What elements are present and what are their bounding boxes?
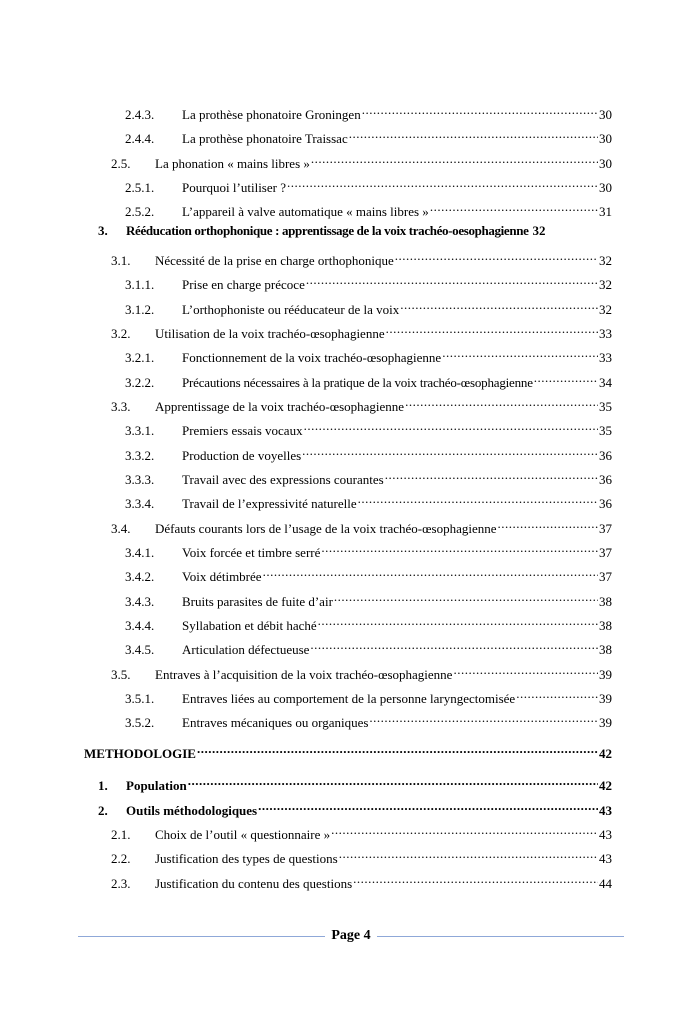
toc-entry-number: 3.	[98, 223, 108, 238]
toc-entry-page: 42	[599, 746, 612, 761]
toc-entry	[98, 797, 612, 818]
toc-leader-dots	[306, 271, 598, 289]
toc-leader-dots	[362, 101, 598, 119]
toc-entry	[125, 612, 612, 633]
toc-entry-title: Bruits parasites de fuite d’air	[182, 594, 333, 609]
toc-entry	[125, 466, 612, 487]
toc-entry-page: 38	[599, 618, 612, 633]
toc-entry	[98, 772, 612, 793]
toc-entry-number: 3.4.	[111, 521, 131, 536]
toc-leader-dots	[386, 320, 598, 338]
toc-entry-page: 37	[599, 545, 612, 560]
toc-entry	[111, 393, 612, 414]
toc-leader-dots	[258, 797, 598, 815]
toc-leader-dots	[395, 247, 598, 265]
page-footer	[78, 926, 624, 946]
toc-entry-page: 36	[599, 496, 612, 511]
toc-entry-title: Entraves mécaniques ou organiques	[182, 715, 369, 730]
toc-entry-number: 2.2.	[111, 851, 131, 866]
toc-entry-number: 3.3.	[111, 399, 131, 414]
toc-entry-title: La phonation « mains libres »	[155, 156, 310, 171]
toc-entry-page: 44	[599, 876, 612, 891]
toc-entry	[111, 320, 612, 341]
toc-entry-title: Justification du contenu des questions	[155, 876, 353, 891]
toc-leader-dots	[498, 515, 599, 533]
toc-entry-number: 3.2.	[111, 326, 131, 341]
toc-entry-number: 3.4.4.	[125, 618, 155, 633]
toc-entry-page: 33	[599, 326, 612, 341]
toc-leader-dots	[353, 870, 598, 888]
toc-entry-title: Articulation défectueuse	[182, 642, 310, 657]
toc-leader-dots	[311, 150, 598, 168]
footer-rule-left	[78, 936, 325, 937]
toc-entry	[111, 247, 612, 268]
toc-entry	[125, 271, 612, 292]
toc-entry	[125, 588, 612, 609]
toc-entry-title: Travail de l’expressivité naturelle	[182, 496, 357, 511]
toc-entry-title: Pourquoi l’utiliser ?	[182, 180, 286, 195]
toc-entry-title: Travail avec des expressions courantes	[182, 472, 384, 487]
toc-entry-number: 2.5.	[111, 156, 131, 171]
toc-entry	[111, 845, 612, 866]
toc-entry-page: 30	[599, 107, 612, 122]
toc-entry-page: 37	[599, 521, 612, 536]
toc-entry-title: METHODOLOGIE	[84, 746, 196, 761]
toc-entry-number: 3.1.1.	[125, 277, 155, 292]
toc-entry-page: 42	[599, 778, 612, 793]
toc-leader-dots	[318, 612, 598, 630]
toc-leader-dots	[385, 466, 598, 484]
toc-entry-page: 39	[599, 691, 612, 706]
toc-entry-number: 3.1.	[111, 253, 131, 268]
toc-leader-dots	[430, 198, 598, 216]
toc-entry-number: 3.2.1.	[125, 350, 155, 365]
toc-leader-dots	[287, 174, 598, 192]
toc-entry	[125, 685, 612, 706]
toc-entry-page: 30	[599, 180, 612, 195]
toc-entry-page: 38	[599, 594, 612, 609]
toc-leader-dots	[516, 685, 598, 703]
toc-leader-dots	[349, 125, 598, 143]
toc-entry	[111, 870, 612, 891]
toc-entry-number: 3.2.2.	[125, 375, 155, 390]
toc-entry	[125, 125, 612, 146]
toc-entry-number: 3.4.5.	[125, 642, 155, 657]
toc-entry-title: Voix détimbrée	[182, 569, 262, 584]
toc-entry	[84, 740, 612, 761]
toc-entry-title: Premiers essais vocaux	[182, 423, 303, 438]
toc-entry	[125, 198, 612, 219]
toc-entry-title: Justification des types de questions	[155, 851, 338, 866]
toc-entry-title: Choix de l’outil « questionnaire »	[155, 827, 331, 842]
toc-entry	[125, 490, 612, 511]
toc-entry-title: Apprentissage de la voix trachéo-œsophagienne	[155, 399, 405, 414]
toc-entry-title: La prothèse phonatoire Traissac	[182, 131, 348, 146]
toc-entry-title: Entraves à l’acquisition de la voix trachéo-œsophagienne	[155, 667, 453, 682]
toc-entry-number: 3.3.4.	[125, 496, 155, 511]
toc-leader-dots	[369, 709, 598, 727]
toc-entry-page: 39	[599, 667, 612, 682]
toc-entry	[125, 174, 612, 195]
toc-entry	[125, 636, 612, 657]
toc-entry-title: L’appareil à valve automatique « mains libres »	[182, 204, 429, 219]
toc-leader-dots	[534, 369, 598, 387]
toc-entry	[125, 709, 612, 730]
toc-entry	[125, 417, 612, 438]
toc-entry-title: Fonctionnement de la voix trachéo-œsophagienne	[182, 350, 442, 365]
toc-entry	[125, 442, 612, 463]
toc-entry-page: 43	[599, 851, 612, 866]
toc-entry-number: 2.3.	[111, 876, 131, 891]
toc-entry-number: 3.4.2.	[125, 569, 155, 584]
toc-entry-page: 35	[599, 399, 612, 414]
toc-entry-page: 38	[599, 642, 612, 657]
toc-entry-number: 2.5.1.	[125, 180, 155, 195]
toc-entry-number: 3.4.1.	[125, 545, 155, 560]
toc-entry-number: 3.3.1.	[125, 423, 155, 438]
toc-entry	[125, 344, 612, 365]
toc-entry-title: Précautions nécessaires à la pratique de la voix trachéo-œsophagienne	[182, 375, 533, 390]
toc-entry	[111, 150, 612, 171]
toc-leader-dots	[405, 393, 598, 411]
toc-leader-dots	[334, 588, 598, 606]
toc-leader-dots	[400, 296, 598, 314]
toc-entry-page: 32	[599, 277, 612, 292]
toc-entry	[98, 222, 612, 240]
toc-entry	[111, 821, 612, 842]
toc-entry	[125, 563, 612, 584]
toc-entry-title: L’orthophoniste ou rééducateur de la voix	[182, 302, 400, 317]
toc-entry-page: 36	[599, 448, 612, 463]
toc-entry-title: Utilisation de la voix trachéo-œsophagienne	[155, 326, 385, 341]
toc-entry-page: 43	[599, 827, 612, 842]
toc-entry-page: 32	[532, 223, 546, 238]
toc-entry-number: 3.5.	[111, 667, 131, 682]
toc-entry-page: 43	[599, 803, 612, 818]
toc-entry-title: Rééducation orthophonique : apprentissage de la voix trachéo-oesophagienne	[126, 223, 529, 238]
toc-entry-number: 2.5.2.	[125, 204, 155, 219]
toc-entry-number: 1.	[98, 778, 108, 793]
toc-leader-dots	[331, 821, 598, 839]
toc-entry	[125, 296, 612, 317]
toc-entry-page: 32	[599, 302, 612, 317]
toc-entry-title: Entraves liées au comportement de la personne laryngectomisée	[182, 691, 516, 706]
toc-entry-page: 32	[599, 253, 612, 268]
toc-entry-page: 33	[599, 350, 612, 365]
toc-entry-title: Défauts courants lors de l’usage de la voix trachéo-œsophagienne	[155, 521, 497, 536]
toc-leader-dots	[197, 740, 598, 758]
toc-entry-number: 2.4.3.	[125, 107, 155, 122]
toc-entry-title: Prise en charge précoce	[182, 277, 305, 292]
toc-entry	[125, 369, 612, 390]
toc-leader-dots	[321, 539, 598, 557]
toc-entry-page: 39	[599, 715, 612, 730]
page-number: Page 4	[331, 928, 371, 943]
toc-entry-title: La prothèse phonatoire Groningen	[182, 107, 361, 122]
toc-leader-dots	[442, 344, 598, 362]
toc-entry-number: 2.	[98, 803, 108, 818]
toc-entry-page: 31	[599, 204, 612, 219]
toc-entry-page: 30	[599, 156, 612, 171]
toc-entry-number: 3.5.2.	[125, 715, 155, 730]
toc-entry-number: 3.3.3.	[125, 472, 155, 487]
toc-leader-dots	[453, 661, 598, 679]
toc-entry-title: Outils méthodologiques	[126, 803, 258, 818]
footer-rule-right	[377, 936, 624, 937]
toc-leader-dots	[263, 563, 598, 581]
toc-leader-dots	[304, 417, 598, 435]
toc-leader-dots	[302, 442, 598, 460]
toc-entry-title: Voix forcée et timbre serré	[182, 545, 321, 560]
toc-entry-title: Nécessité de la prise en charge orthophonique	[155, 253, 394, 268]
toc-leader-dots	[188, 772, 598, 790]
toc-entry-page: 30	[599, 131, 612, 146]
toc-entry-number: 3.3.2.	[125, 448, 155, 463]
toc-leader-dots	[310, 636, 598, 654]
toc-entry-number: 2.4.4.	[125, 131, 155, 146]
toc-entry	[125, 539, 612, 560]
toc-entry-number: 2.1.	[111, 827, 131, 842]
toc-entry-title: Syllabation et débit haché	[182, 618, 317, 633]
toc-entry-title: Population	[126, 778, 187, 793]
toc-entry-page: 34	[599, 375, 612, 390]
toc-entry-title: Production de voyelles	[182, 448, 302, 463]
toc-entry-number: 3.4.3.	[125, 594, 155, 609]
toc-entry-number: 3.1.2.	[125, 302, 155, 317]
toc-entry-page: 37	[599, 569, 612, 584]
toc-entry-number: 3.5.1.	[125, 691, 155, 706]
toc-entry	[125, 101, 612, 122]
toc-entry-page: 35	[599, 423, 612, 438]
toc-leader-dots	[358, 490, 598, 508]
toc-entry	[111, 515, 612, 536]
toc-leader-dots	[339, 845, 598, 863]
toc-entry-page: 36	[599, 472, 612, 487]
toc-entry	[111, 661, 612, 682]
